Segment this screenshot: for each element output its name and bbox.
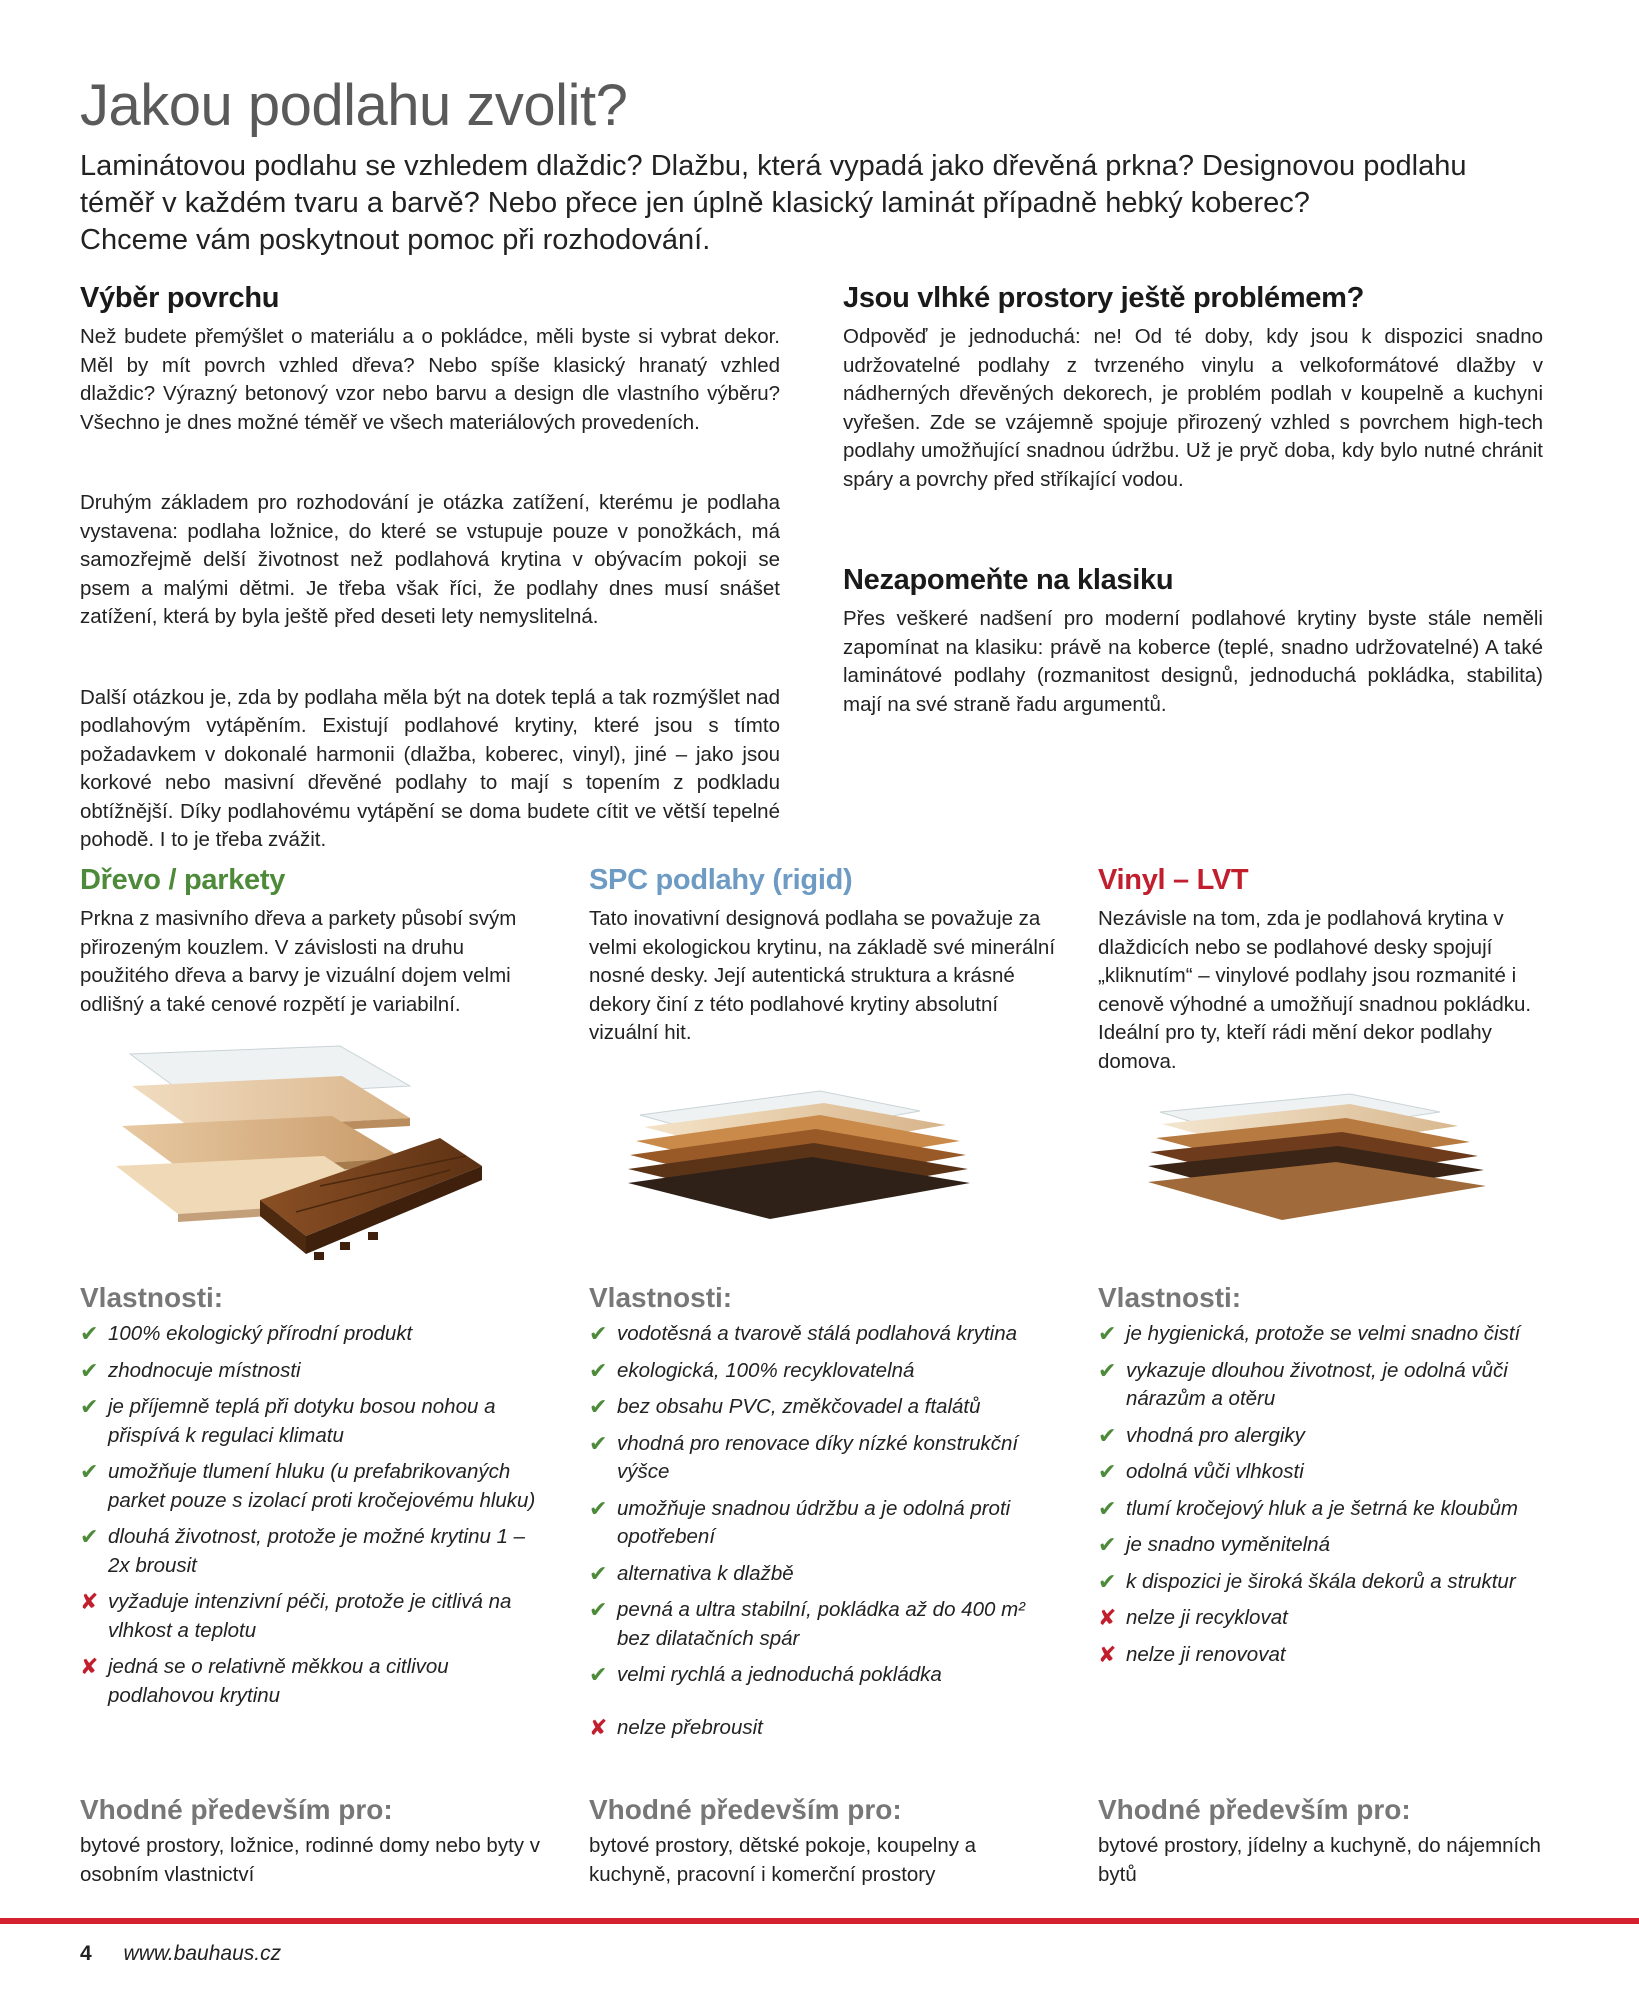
footer-divider — [0, 1918, 1639, 1924]
con-item: ✘ nelze ji recyklovat — [1098, 1604, 1568, 1633]
suitable-vinyl — [1098, 1794, 1568, 1889]
paragraph: Druhým základem pro rozhodování je otázka zatížení, kterému je podlaha vystavena: podlaha ložnice, do které se vstupuje pouze v ponožkách, má samozřejmě delší životnost než podlahová krytina v obývacím pokoji se psem a malými dětmi. Je třeba však říci, že podlahy dnes musí snášet zatížení, která by byla ještě před deseti lety nemyslitelná. — [80, 491, 780, 628]
check-icon: ✔ — [589, 1662, 608, 1687]
product-title: Dřevo / parkety — [80, 864, 286, 896]
pro-item: ✔ je příjemně teplá při dotyku bosou nohou a přispívá k regulaci klimatu — [80, 1394, 496, 1447]
paragraph: Další otázkou je, zda by podlaha měla být na dotek teplá a tak rozmýšlet nad podlahovým vytápěním. Existují podlahové krytiny, které jsou s tímto požadavkem v dokonalé harmonii (dlažba, koberec, vinyl), jiné – jako jsou korkové nebo masivní dřevěné podlahy to mají s topením z podkladu obtížnější. Díky podlahovému vytápění se doma budete cítit ve větší tepelné pohodě. I to je třeba zvážit. — [80, 685, 780, 851]
pro-item: ✔ vykazuje dlouhou životnost, je odolná vůči nárazům a otěru — [1098, 1357, 1508, 1410]
con-item: ✘ vyžaduje intenzivní péči, protože je citlivá na vlhkost a teplotu — [80, 1589, 512, 1642]
check-icon: ✔ — [80, 1459, 99, 1484]
pro-item: ✔ alternativa k dlažbě — [589, 1560, 1059, 1589]
pro-item: ✔ je hygienická, protože se velmi snadno čistí — [1098, 1320, 1568, 1349]
check-icon: ✔ — [1098, 1459, 1117, 1484]
page-title: Jakou podlahu zvolit? — [80, 73, 628, 138]
suitable-heading: Vhodné především pro: — [80, 1794, 393, 1825]
right-article-column — [843, 282, 1543, 719]
pro-item: ✔ pevná a ultra stabilní, pokládka až do 400 m² bez dilatačních spár — [589, 1597, 1025, 1650]
check-icon: ✔ — [80, 1394, 99, 1419]
section-heading-classic: Nezapomeňte na klasiku — [843, 564, 1174, 596]
cross-icon: ✘ — [1098, 1641, 1117, 1667]
properties-heading: Vlastnosti: — [80, 1282, 224, 1313]
vinyl-layers-image — [1140, 1090, 1500, 1240]
pro-item: ✔ vhodná pro alergiky — [1098, 1422, 1568, 1451]
check-icon: ✔ — [589, 1321, 608, 1346]
product-vinyl — [1098, 864, 1568, 1076]
intro-text — [80, 148, 1560, 259]
footer — [80, 1942, 281, 1966]
cross-icon: ✘ — [589, 1714, 608, 1740]
left-article-column — [80, 282, 780, 855]
pro-item: ✔ tlumí kročejový hluk a je šetrná ke kloubům — [1098, 1495, 1568, 1524]
intro-line: Chceme vám poskytnout pomoc při rozhodování. — [80, 224, 711, 256]
suitable-text: bytové prostory, ložnice, rodinné domy nebo byty v osobním vlastnictví — [80, 1834, 540, 1886]
pro-item: ✔ umožňuje tlumení hluku (u prefabrikovaných parket pouze s izolací proti kročejovému hluku) — [80, 1459, 536, 1512]
cross-icon: ✘ — [80, 1589, 99, 1614]
suitable-text: bytové prostory, jídelny a kuchyně, do nájemních bytů — [1098, 1834, 1541, 1886]
cross-icon: ✘ — [1098, 1605, 1117, 1630]
spc-layers-image — [620, 1085, 980, 1235]
suitable-spc — [589, 1794, 1059, 1889]
intro-line: Laminátovou podlahu se vzhledem dlaždic? Dlažbu, která vypadá jako dřevěná prkna? Designovou podlahu — [80, 150, 1467, 182]
suitable-heading: Vhodné především pro: — [1098, 1794, 1411, 1825]
pro-item: ✔ odolná vůči vlhkosti — [1098, 1458, 1568, 1487]
footer-url[interactable]: www.bauhaus.cz — [123, 1942, 282, 1965]
check-icon: ✔ — [80, 1321, 99, 1346]
paragraph: Než budete přemýšlet o materiálu a o pokládce, měli byste si vybrat dekor. Měl by mít povrch vzhled dřeva? Nebo spíše klasický hranatý vzhled dlaždic? Výrazný betonový vzor nebo barvu a design dle vlastního výběru? Všechno je dnes možné téměř ve všech materiálových provedeních. — [80, 325, 780, 434]
cross-icon: ✘ — [80, 1654, 99, 1679]
check-icon: ✔ — [1098, 1321, 1117, 1346]
paragraph: Přes veškeré nadšení pro moderní podlahové krytiny byste stále neměli zapomínat na klasiku: právě na koberce (teplé, snadno udržovatelné) A také laminátové podlahy (rozmanitost designů, jednoduchá pokládka, stabilita) mají na své straně řadu argumentů. — [843, 607, 1543, 716]
product-spc — [589, 864, 1059, 1048]
pro-item: ✔ zhodnocuje místnosti — [80, 1357, 550, 1386]
product-wood — [80, 864, 550, 1019]
section-heading-humid: Jsou vlhké prostory ještě problémem? — [843, 282, 1365, 314]
pro-item: ✔ je snadno vyměnitelná — [1098, 1531, 1568, 1560]
pro-item: ✔ velmi rychlá a jednoduchá pokládka — [589, 1661, 1059, 1690]
check-icon: ✔ — [589, 1357, 608, 1383]
page-number: 4 — [80, 1942, 92, 1965]
con-item: ✘ nelze přebrousit — [589, 1714, 1059, 1743]
check-icon: ✔ — [80, 1357, 99, 1383]
check-icon: ✔ — [1098, 1568, 1117, 1594]
pro-item: ✔ k dispozici je široká škála dekorů a struktur — [1098, 1568, 1568, 1597]
product-description: Prkna z masivního dřeva a parkety působí svým přirozeným kouzlem. V závislosti na druhu použitého dřeva a barvy je vizuální dojem velmi odlišný a také cenové rozpětí je variabilní. — [80, 907, 517, 1016]
pro-item: ✔ dlouhá životnost, protože je možné krytinu 1 – 2x brousit — [80, 1524, 526, 1577]
product-title: Vinyl – LVT — [1098, 864, 1249, 896]
pro-item: ✔ 100% ekologický přírodní produkt — [80, 1320, 550, 1349]
check-icon: ✔ — [589, 1597, 608, 1622]
intro-line: téměř v každém tvaru a barvě? Nebo přece jen úplně klasický laminát případně hebký koberec? — [80, 187, 1310, 219]
pro-item: ✔ ekologická, 100% recyklovatelná — [589, 1357, 1059, 1386]
product-description: Tato inovativní designová podlaha se považuje za velmi ekologickou krytinu, na základě své minerální nosné desky. Její autentická struktura a krásné dekory činí z této podlahové krytiny absolutní vizuální hit. — [589, 907, 1056, 1044]
suitable-text: bytové prostory, dětské pokoje, koupelny a kuchyně, pracovní i komerční prostory — [589, 1834, 977, 1886]
properties-heading: Vlastnosti: — [1098, 1282, 1242, 1313]
product-title: SPC podlahy (rigid) — [589, 864, 853, 896]
pro-item: ✔ vodotěsná a tvarově stálá podlahová krytina — [589, 1320, 1059, 1349]
pro-item: ✔ vhodná pro renovace díky nízké konstrukční výšce — [589, 1430, 1019, 1483]
check-icon: ✔ — [1098, 1532, 1117, 1557]
paragraph: Odpověď je jednoduchá: ne! Od té doby, kdy jsou k dispozici snadno udržovatelné podlahy z tvrzeného vinylu a velkoformátové dlažby v nádherných dřevěných dekorech, je problém podlah v koupelně a kuchyni vyřešen. Zde se vzájemně spojuje přirozený vzhled s povrchem high-tech podlahy umožňující snadnou údržbu. Už je pryč doba, kdy bylo nutné chránit spáry a povrchy před stříkající vodou. — [843, 325, 1543, 491]
check-icon: ✔ — [589, 1394, 608, 1419]
properties-wood — [80, 1282, 550, 1718]
con-item: ✘ jedná se o relativně měkkou a citlivou podlahovou krytinu — [80, 1654, 449, 1707]
check-icon: ✔ — [1098, 1422, 1117, 1448]
check-icon: ✔ — [1098, 1495, 1117, 1521]
check-icon: ✔ — [589, 1430, 608, 1456]
suitable-heading: Vhodné především pro: — [589, 1794, 902, 1825]
check-icon: ✔ — [80, 1524, 99, 1549]
pro-item: ✔ bez obsahu PVC, změkčovadel a ftalátů — [589, 1393, 1059, 1422]
con-item: ✘ nelze ji renovovat — [1098, 1641, 1568, 1670]
suitable-wood — [80, 1794, 550, 1889]
check-icon: ✔ — [589, 1495, 608, 1521]
pro-item: ✔ umožňuje snadnou údržbu a je odolná proti opotřebení — [589, 1495, 1011, 1548]
section-heading-surface: Výběr povrchu — [80, 282, 280, 314]
product-description: Nezávisle na tom, zda je podlahová krytina v dlaždicích nebo se podlahové desky spojují „kliknutím“ – vinylové podlahy jsou rozmanité i cenově výhodné a umožňují snadnou pokládku. Ideální pro ty, kteří rádi mění dekor podlahy domova. — [1098, 907, 1532, 1073]
wood-parquet-layers-image — [110, 1040, 490, 1280]
properties-spc — [589, 1282, 1059, 1750]
check-icon: ✔ — [589, 1560, 608, 1586]
properties-heading: Vlastnosti: — [589, 1282, 733, 1313]
check-icon: ✔ — [1098, 1357, 1117, 1383]
properties-vinyl — [1098, 1282, 1568, 1677]
